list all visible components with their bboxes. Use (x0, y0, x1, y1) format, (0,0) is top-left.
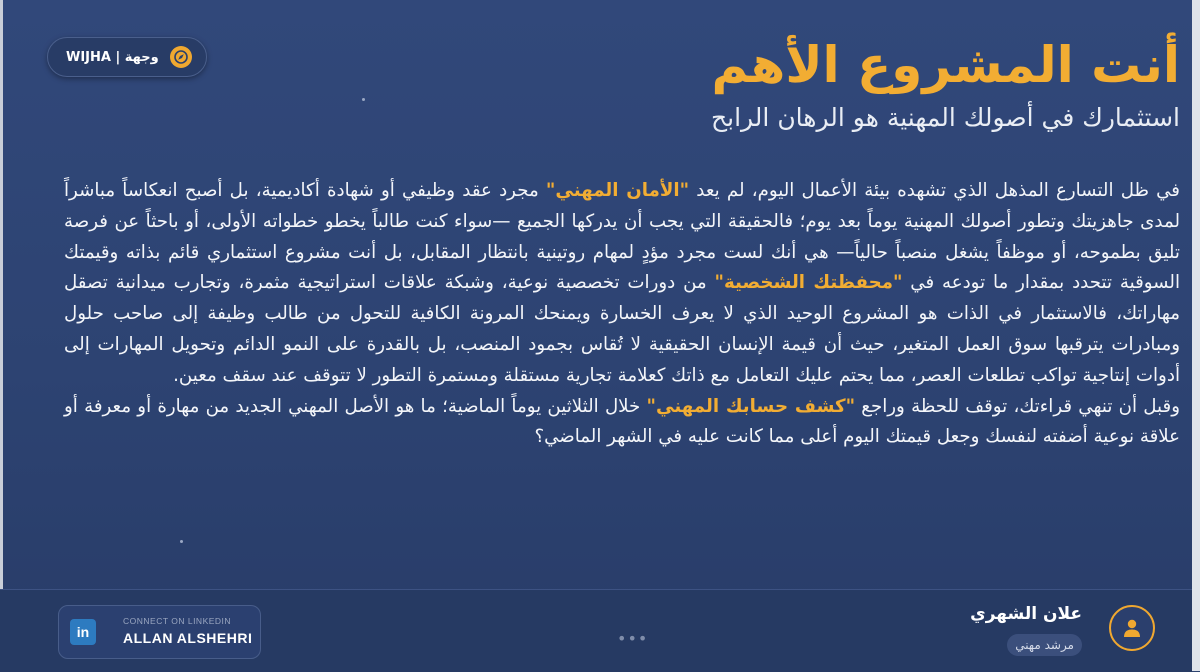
article-text: وقبل أن تنهي قراءتك، توقف للحظة وراجع (855, 395, 1180, 417)
author-name: علان الشهري (970, 604, 1082, 624)
left-edge (0, 0, 3, 671)
linkedin-name: ALLAN ALSHEHRI (123, 630, 253, 646)
article-text: مجرد عقد وظيفي أو شهادة أكاديمية، بل أصبح انعكاساً مباشراً لمدى جاهزيتك وتطور أصولك المهنية يوماً بعد يوم؛ فالحقيقة التي يجب أن يدركها الجميع —سواء كنت طالباً يخطو خطواته الأولى، أو باحثاً عن فرصة تليق بطموحه، أو موظفاً يشغل منصباً حالياً— هي أنك لست مجرد مؤدٍ لمهام روتينية بانتظار المقابل، بل أنت مشروع استثماري قائم بذاته وقيمتك السوقية تتحدد بمقدار ما تودعه في (64, 180, 1180, 294)
brand-badge[interactable] (47, 37, 207, 77)
article-text: من دورات تخصصية نوعية، وشبكة علاقات استراتيجية مثمرة، وتجارب ميدانية تصقل مهاراتك، فالاستثمار في الذات هو المشروع الوحيد الذي لا يعرف الخسارة ويمنحك المرونة الكافية للتحول من طالب وظيفة إلى صاحب حلول ومبادرات يترقبها سوق العمل المتغير، حيث أن قيمة الإنسان الحقيقية لا تُقاس بجمود المنصب، بل بالقدرة على النمو الدائم وتحويل المهارات إلى أدوات إنتاجية تواكب تطلعات العصر، مما يحتم عليك التعامل مع ذاتك كعلامة تجارية مستقلة ومستمرة التطور لا تتوقف عند سقف معين. (64, 272, 1180, 386)
linkedin-connect-button[interactable] (58, 605, 261, 659)
linkedin-icon: in (70, 619, 96, 645)
decor-dot (362, 98, 365, 101)
article-body (64, 176, 1180, 453)
article-text: خلال الثلاثين يوماً الماضية؛ ما هو الأصل المهني الجديد من مهارة أو معرفة أو علاقة نوعية أضفته لنفسك وجعل قيمتك اليوم أعلى مما كانت عليه في الشهر الماضي؟ (64, 395, 1180, 448)
right-edge (1192, 0, 1200, 671)
article-text: في ظل التسارع المذهل الذي تشهده بيئة الأعمال اليوم، لم يعد (689, 180, 1180, 201)
avatar (1109, 605, 1155, 651)
article-paragraph-1 (64, 176, 1180, 392)
linkedin-caption: CONNECT ON LINKEDIN (123, 616, 232, 626)
page-subtitle: استثمارك في أصولك المهنية هو الرهان الرابح (710, 103, 1180, 132)
article-paragraph-2 (64, 392, 1180, 454)
page-title: أنت المشروع الأهم (711, 36, 1180, 94)
brand-label: WIJHA | وجهة (66, 49, 159, 65)
user-icon (1121, 617, 1143, 639)
highlight-personal-portfolio: "محفظتك الشخصية" (714, 272, 903, 294)
compass-icon (170, 46, 192, 68)
decor-dot (180, 540, 183, 543)
footer-bar (0, 589, 1192, 672)
pager-dots: ••• (617, 629, 649, 648)
highlight-career-account: "كشف حسابك المهني" (646, 395, 856, 417)
highlight-career-security: "الأمان المهني" (545, 180, 690, 201)
author-role-badge: مرشد مهني (1007, 634, 1082, 656)
